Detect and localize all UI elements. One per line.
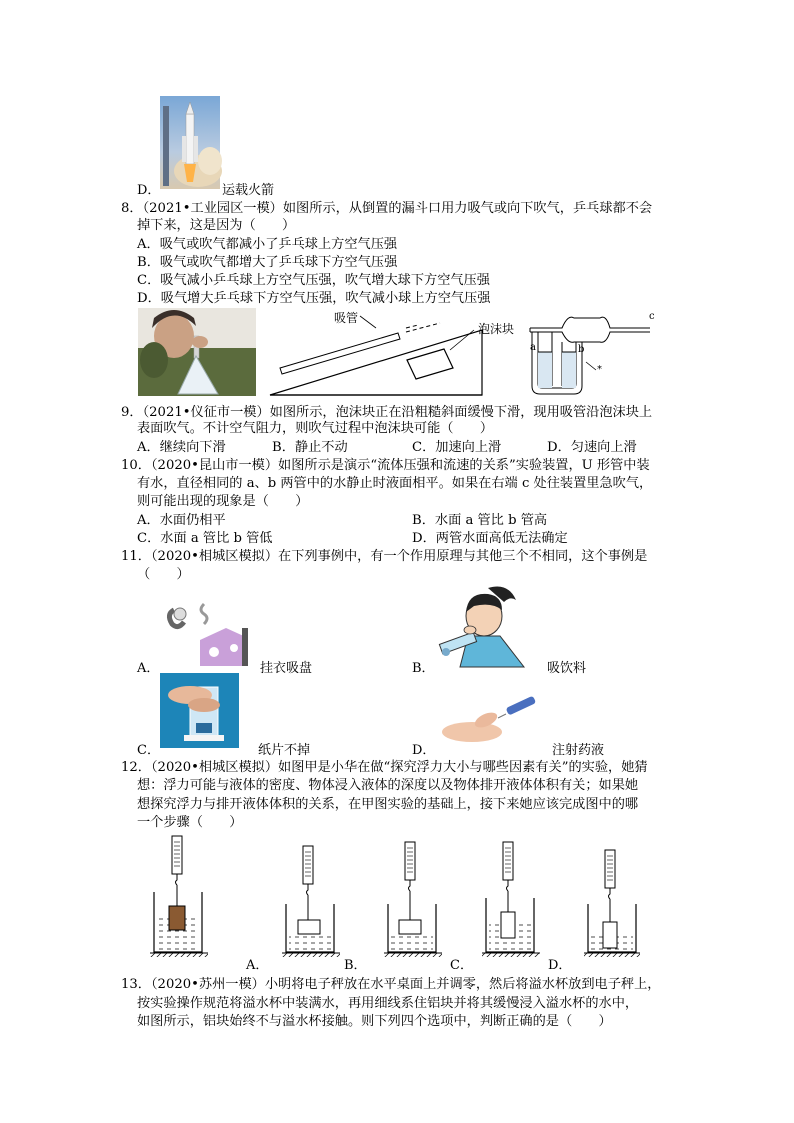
- q9-option-c: C．加速向上滑: [412, 440, 502, 455]
- q11-option-d-label: D．: [412, 743, 436, 758]
- u-tube-diagram: [522, 310, 662, 400]
- option-d-caption: 运载火箭: [222, 183, 275, 198]
- q8-option-a: A．吸气或吹气都减小了乒乓球上方空气压强: [137, 237, 398, 252]
- q8-option-b: B．吸气或吹气都增大了乒乓球下方空气压强: [137, 255, 398, 270]
- q8-stem-line1: 8．（2021•工业园区一模）如图所示，从倒置的漏斗口用力吸气或向下吹气，乒乓球都不会: [121, 201, 653, 216]
- svg-text:*: *: [597, 364, 602, 375]
- q13-stem-line2: 按实验操作规范将溢水杯中装满水，再用细线系住铝块并将其缓慢浸入溢水杯的水中，: [137, 996, 639, 1011]
- q8-stem-line2: 掉下来，这是因为（ ）: [137, 218, 296, 233]
- q11-option-c-label: C．: [137, 743, 160, 758]
- q11-option-a-caption: 挂衣吸盘: [260, 661, 313, 676]
- option-d-label: D．: [137, 183, 161, 198]
- q11-option-d-caption: 注射药液: [552, 743, 605, 758]
- q11-option-b-caption: 吸饮料: [547, 661, 587, 676]
- q13-stem-line1: 13．（2020•苏州一模）小明将电子秤放在水平桌面上并调零，然后将溢水杯放到电子秤上，: [121, 977, 661, 992]
- tube-a-label: a: [530, 342, 536, 353]
- foam-label: 泡沫块: [478, 322, 515, 336]
- q12-stem-line1: 12．（2020•相城区模拟）如图甲是小华在做“探究浮力大小与哪些因素有关”的实验，她猜: [121, 760, 648, 775]
- syringe-image: [440, 688, 545, 748]
- q9-stem-line1: 9．（2021•仪征市一模）如图所示，泡沫块正在沿粗糙斜面缓慢下滑，现用吸管沿泡沫块上: [121, 405, 653, 420]
- tube-b-label: b: [578, 344, 585, 355]
- q12-label-a: A．: [246, 958, 269, 973]
- q11-option-b-label: B．: [412, 661, 435, 676]
- q10-stem-line1: 10．（2020•昆山市一模）如图所示是演示“流体压强和流速的关系”实验装置，U 形管中装: [121, 458, 650, 473]
- q9-option-d: D．匀速向上滑: [547, 440, 637, 455]
- inverted-glass-image: [160, 673, 239, 748]
- girl-drinking-image: [428, 582, 530, 667]
- suction-hook-image: [164, 600, 254, 666]
- q8-option-c: C．吸气减小乒乓球上方空气压强，吹气增大球下方空气压强: [137, 273, 490, 288]
- q10-stem-line3: 则可能出现的现象是（ ）: [137, 494, 309, 509]
- q10-option-d: D．两管水面高低无法确定: [412, 531, 568, 546]
- q12-label-d: D．: [548, 958, 572, 973]
- q10-option-b: B．水面 a 管比 b 管高: [412, 513, 548, 528]
- q12-stem-line2: 想：浮力可能与液体的密度、物体浸入液体的深度以及物体排开液体体积有关；如果她: [137, 778, 639, 793]
- q10-option-a: A．水面仍相平: [137, 513, 226, 528]
- tube-c-label: c: [649, 311, 655, 322]
- rocket-image: [160, 96, 220, 189]
- q12-label-b: B．: [344, 958, 367, 973]
- straw-label: 吸管: [334, 311, 359, 325]
- q11-option-c-caption: 纸片不掉: [258, 743, 311, 758]
- q13-stem-line3: 如图所示，铝块始终不与溢水杯接触。则下列四个选项中，判断正确的是（ ）: [137, 1014, 612, 1029]
- funnel-photo: [138, 308, 256, 396]
- q10-stem-line2: 有水，直径相同的 a、b 两管中的水静止时液面相平。如果在右端 c 处往装置里急吹气，: [137, 476, 653, 491]
- incline-diagram: [268, 308, 503, 398]
- buoyancy-diagram: [150, 832, 640, 967]
- q12-stem-line3: 想探究浮力与排开液体体积的关系，在甲图实验的基础上，接下来她应该完成图中的哪: [137, 797, 639, 812]
- q9-option-a: A．继续向下滑: [137, 440, 226, 455]
- q10-option-c: C．水面 a 管比 b 管低: [137, 531, 273, 546]
- q11-option-a-label: A．: [137, 661, 160, 676]
- q9-stem-line2: 表面吹气。不计空气阻力，则吹气过程中泡沫块可能（ ）: [137, 421, 494, 436]
- q11-stem-line1: 11．（2020•相城区模拟）在下列事例中，有一个作用原理与其他三个不相同，这个事例是: [121, 549, 648, 564]
- q12-label-c: C．: [450, 958, 473, 973]
- q11-stem-line2: （ ）: [137, 567, 190, 582]
- q9-option-b: B．静止不动: [272, 440, 348, 455]
- q12-stem-line4: 一个步骤（ ）: [137, 815, 243, 830]
- q8-option-d: D．吸气增大乒乓球下方空气压强，吹气减小球上方空气压强: [137, 291, 491, 306]
